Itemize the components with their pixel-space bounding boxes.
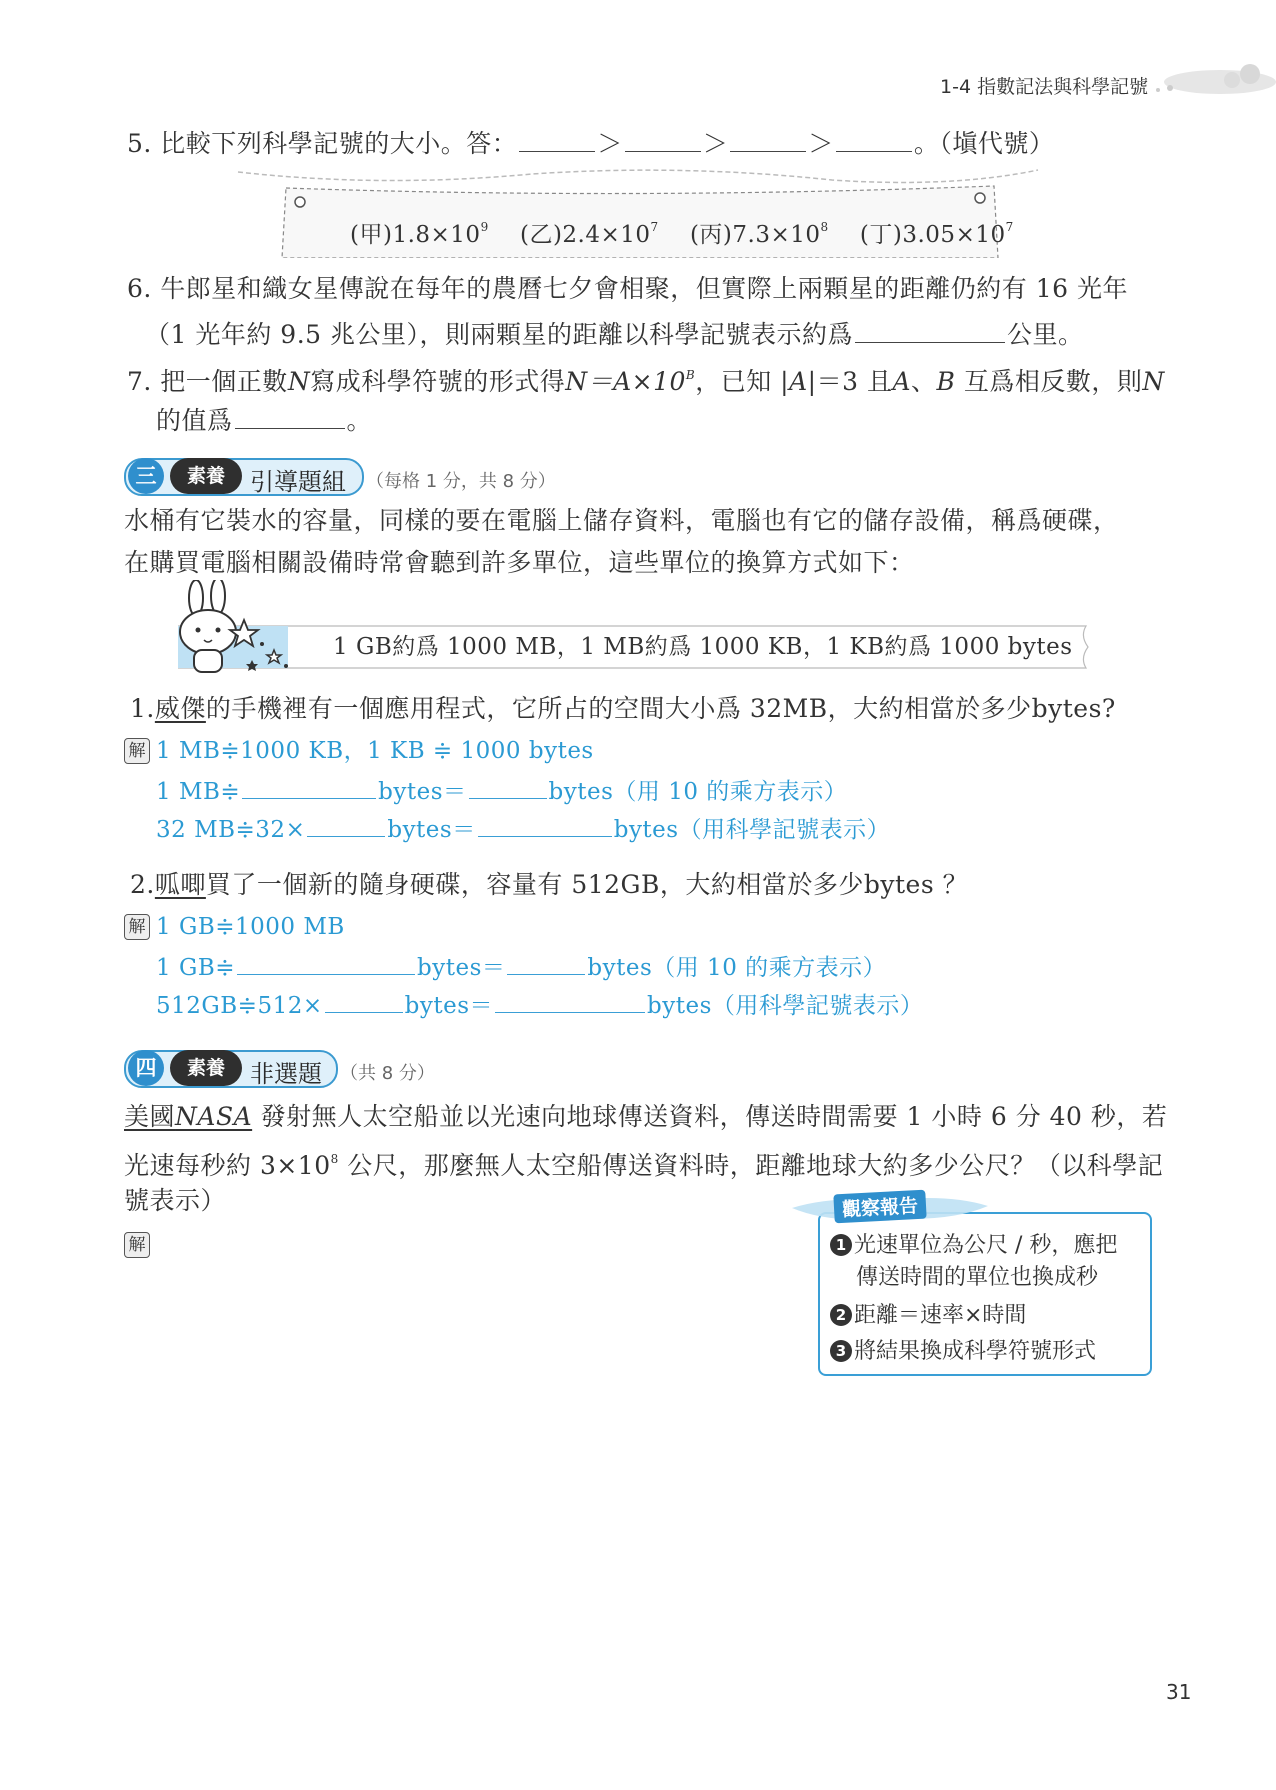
q6-line1: 6. 牛郎星和織女星傳說在每年的農曆七夕會相聚，但實際上兩顆星的距離仍約有 16 光年: [127, 274, 1129, 303]
solution-icon: 解: [124, 1232, 150, 1258]
observation-item-3: 3 將結果換成科學符號形式: [830, 1334, 1096, 1365]
section-4-note: （共 8 分）: [340, 1063, 435, 1084]
s3q2-solution-line3: 512GB≑512× bytes＝ bytes（用科學記號表示）: [156, 986, 923, 1023]
section-3-intro-1: 水桶有它裝水的容量，同樣的要在電腦上儲存資料，電腦也有它的儲存設備，稱爲硬碟，: [124, 506, 1119, 535]
q5-options-card: [232, 158, 1044, 258]
s3q2-solution-line1: 1 GB≑1000 MB: [156, 914, 345, 940]
section-4-title: 非選題: [250, 1060, 322, 1088]
section-3-note: （每格 1 分，共 8 分）: [366, 471, 556, 492]
q5-options: [350, 210, 1014, 252]
s3q2-solution-line2: 1 GB≑ bytes＝ bytes（用 10 的乘方表示）: [156, 948, 886, 985]
section-4-text-3: 號表示）: [124, 1186, 227, 1215]
observation-item-1-cont: 傳送時間的單位也換成秒: [856, 1265, 1099, 1290]
solution-icon: 解: [124, 914, 150, 940]
header-decoration: [1150, 60, 1276, 96]
s3-question-2: 2.呱唧買了一個新的隨身硬碟，容量有 512GB，大約相當於多少bytes ？: [130, 870, 969, 899]
solution-icon: 解: [124, 738, 150, 764]
section-4-text-1: 美國NASA 發射無人太空船並以光速向地球傳送資料，傳送時間需要 1 小時 6 分 40 秒，若: [124, 1102, 1168, 1131]
q7-line1: 7. 把一個正數N寫成科學符號的形式得$N=A\times 10^B$，已知 |A|＝3 且A、B 互爲相反數，則N: [127, 367, 1165, 396]
chapter-header: 1-4 指數記法與科學記號: [940, 76, 1149, 98]
section-4-badge: 素養: [170, 1050, 242, 1086]
observation-title: 觀察報告: [833, 1190, 926, 1224]
q7-line2: 的值爲 。: [156, 402, 372, 438]
unit-conversion-banner: 1 GB約爲 1000 MB，1 MB約爲 1000 KB，1 KB約爲 1000 bytes: [333, 634, 1073, 660]
q5-option-b: (乙)$2.4\times 10^7$: [519, 220, 659, 248]
s3q1-solution-line3: 32 MB≑32× bytes＝ bytes（用科學記號表示）: [156, 810, 890, 847]
section-3-title: 引導題組: [250, 468, 346, 496]
q6-line2: （1 光年約 9.5 兆公里），則兩顆星的距離以科學記號表示約爲 公里。: [145, 316, 1084, 352]
page-number: 31: [1166, 1680, 1192, 1704]
section-4-number: 四: [128, 1050, 164, 1086]
s3q1-solution-line2: 1 MB≑ bytes＝ bytes（用 10 的乘方表示）: [156, 772, 847, 809]
section-3-intro-2: 在購買電腦相關設備時常會聽到許多單位，這些單位的換算方式如下：: [124, 548, 915, 577]
section-3-number: 三: [128, 458, 164, 494]
s3-question-1: 1.威傑的手機裡有一個應用程式，它所占的空間大小爲 32MB，大約相當於多少bytes?: [130, 694, 1116, 723]
question-5: 5. 比較下列科學記號的大小。答： ＞ ＞ ＞ 。（塡代號）: [127, 125, 1054, 161]
q5-text: 5. 比較下列科學記號的大小。答：: [127, 129, 518, 158]
observation-item-1: 1 光速單位為公尺 / 秒，應把: [830, 1228, 1117, 1259]
q5-option-c: (丙)$7.3\times 10^8$: [689, 220, 829, 248]
q5-option-a: (甲)$1.8\times 10^9$: [350, 220, 489, 248]
section-3-badge: 素養: [170, 458, 242, 494]
s3q1-solution-line1: 1 MB≑1000 KB，1 KB ≑ 1000 bytes: [156, 738, 594, 764]
section-4-text-2: 光速每秒約 $3\times 10^8$ 公尺，那麼無人太空船傳送資料時，距離地球大約多少公尺？（以科學記: [124, 1151, 1164, 1180]
q5-option-d: (丁)$3.05\times 10^7$: [859, 220, 1014, 248]
q5-suffix: 。（塡代號）: [913, 129, 1055, 158]
observation-item-2: 2 距離＝速率×時間: [830, 1298, 1026, 1329]
rabbit-mascot-icon: [174, 580, 324, 676]
